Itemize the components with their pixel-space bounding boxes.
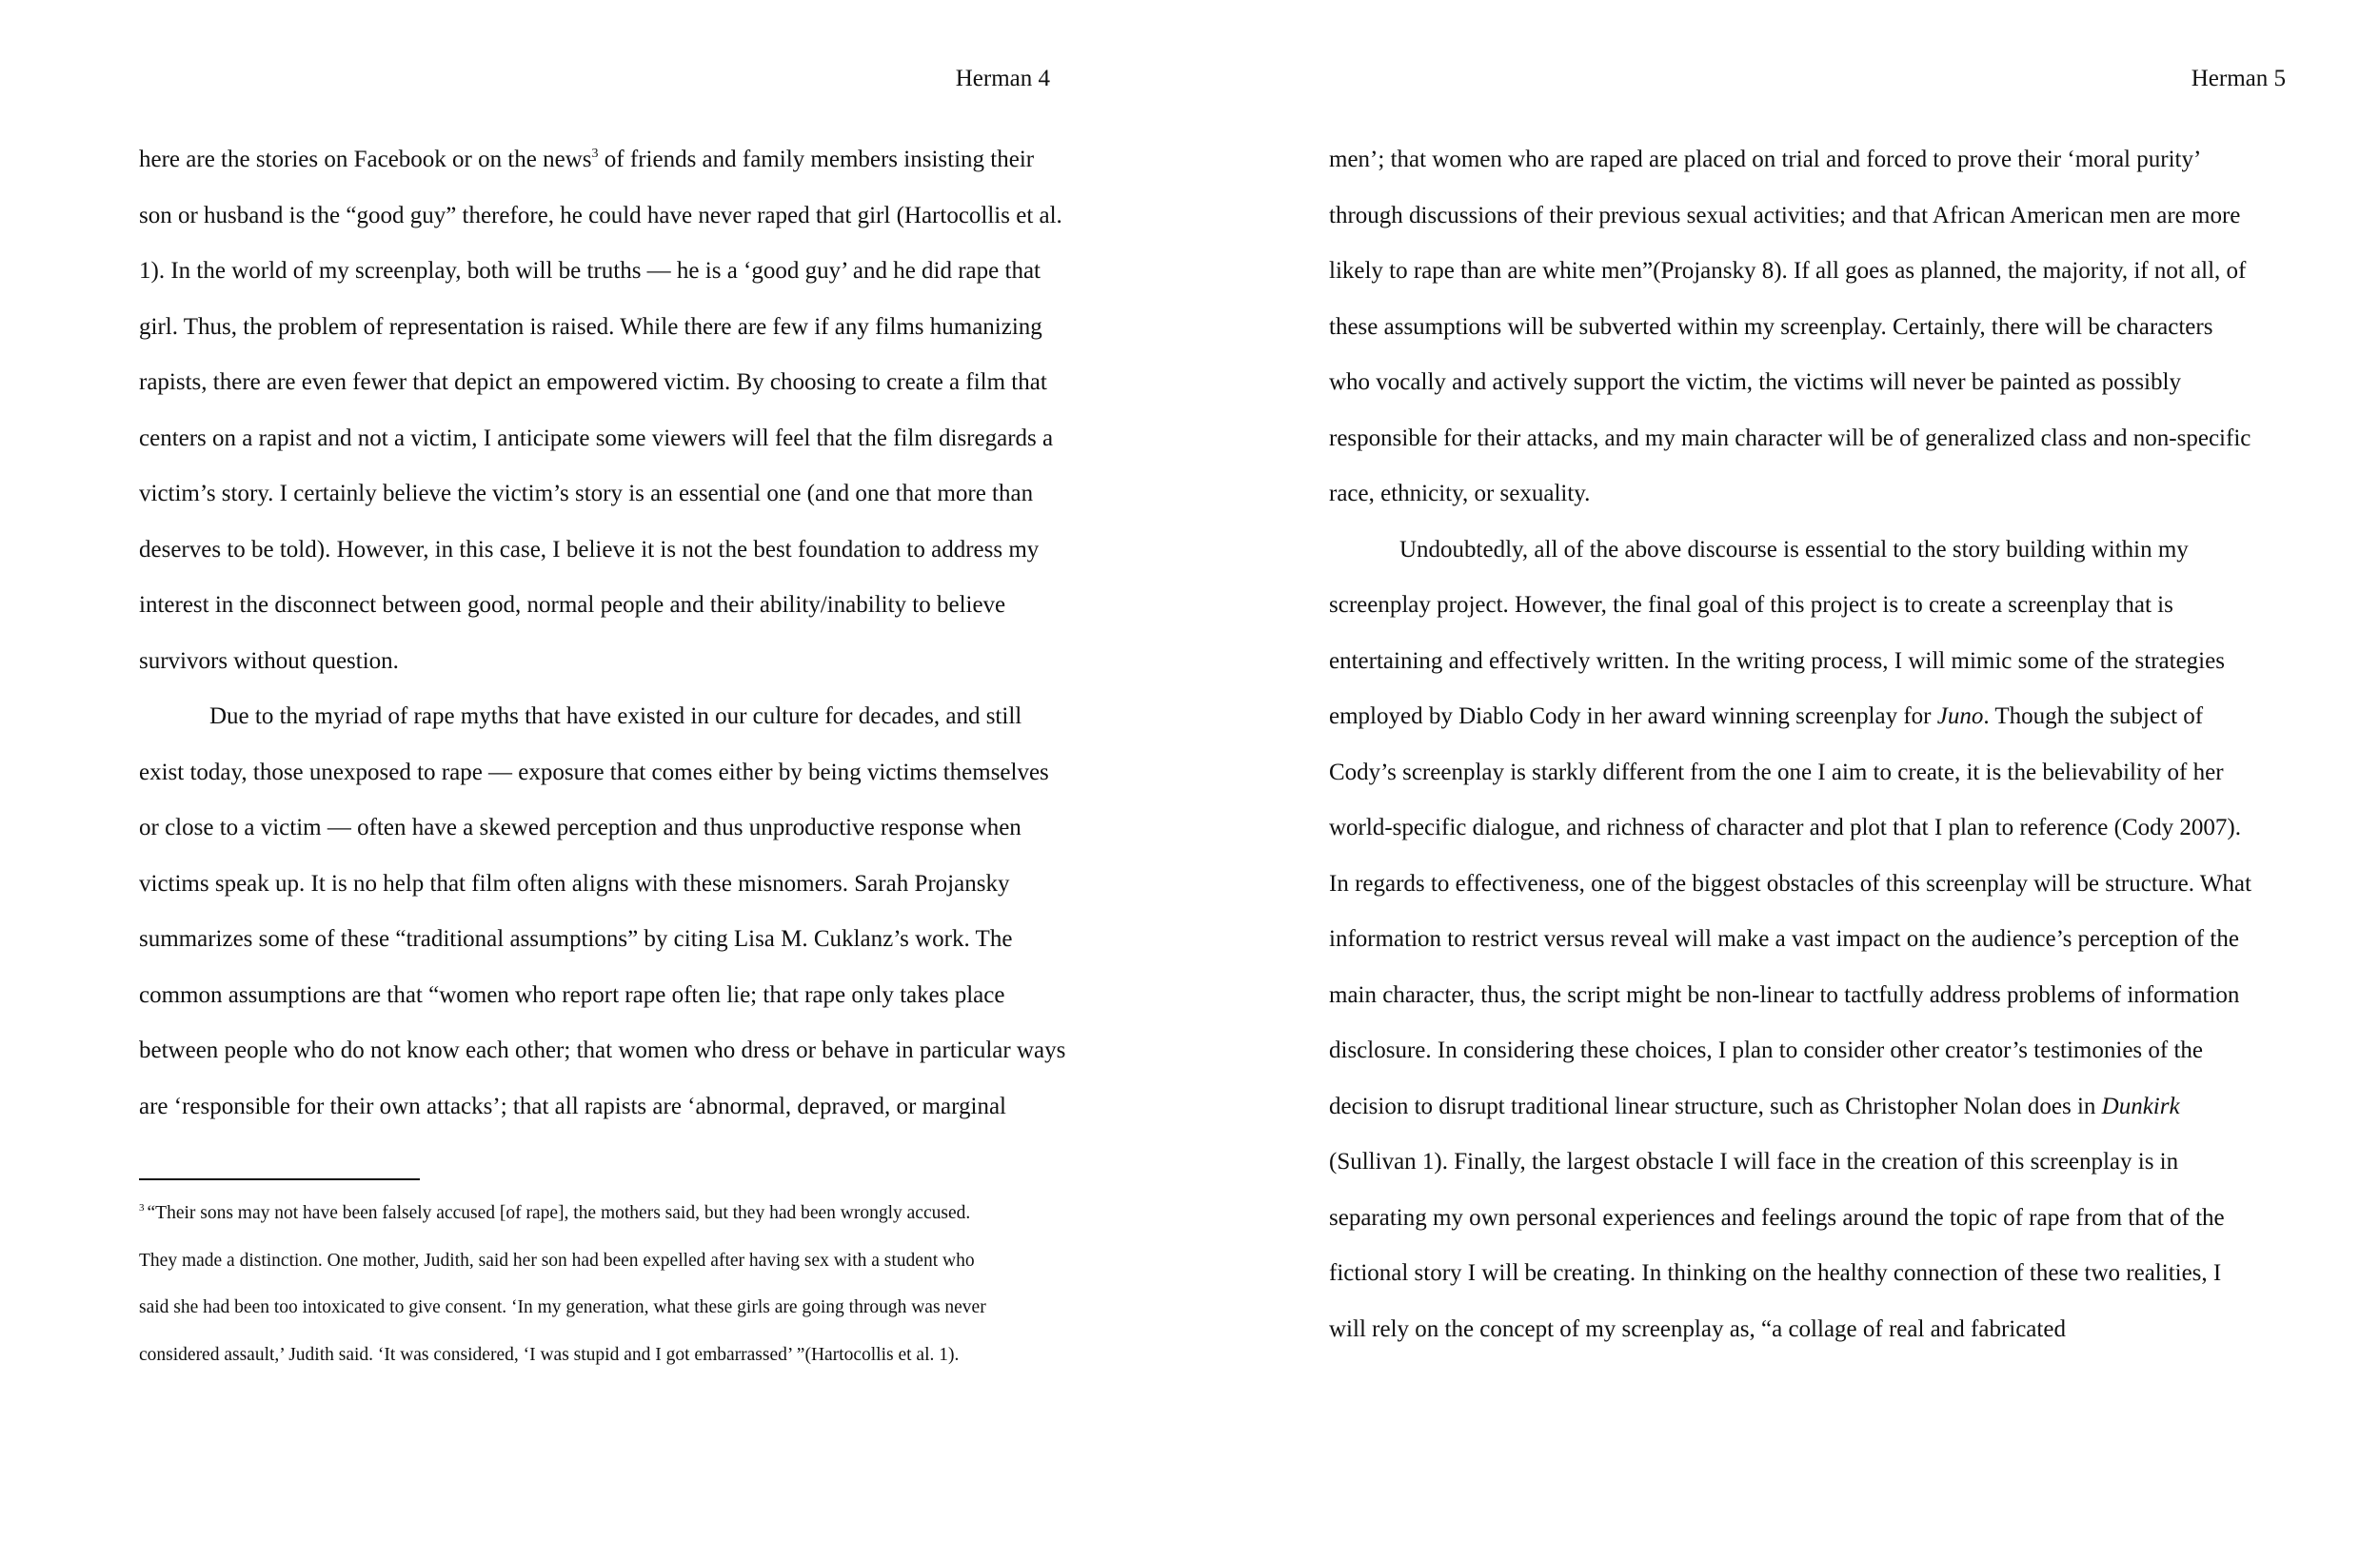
body-line xyxy=(1329,689,2281,745)
body-line: likely to rape than are white men”(Projansky 8). If all goes as planned, the majority, if not all, of xyxy=(1329,258,2247,284)
body-line: girl. Thus, the problem of representation is raised. While there are few if any films humanizing xyxy=(139,313,1042,340)
body-line: world-specific dialogue, and richness of character and plot that I plan to reference (Cody 2007). xyxy=(1329,815,2241,840)
footnote xyxy=(139,1190,1053,1378)
footnote-line: said she had been too intoxicated to give consent. ‘In my generation, what these girls are going through was never xyxy=(139,1297,986,1317)
body-line-text: here are the stories on Facebook or on the news xyxy=(139,147,592,172)
body-line: who vocally and actively support the victim, the victims will never be painted as possibly xyxy=(1329,369,2181,395)
body-line: In regards to effectiveness, one of the biggest obstacles of this screenplay will be structure. What xyxy=(1329,870,2251,897)
footnote-line xyxy=(139,1190,1053,1237)
body-line-text: employed by Diablo Cody in her award winning screenplay for xyxy=(1329,703,1937,729)
body-line: main character, thus, the script might be non-linear to tactfully address problems of information xyxy=(1329,981,2240,1008)
body-line xyxy=(139,132,1053,188)
body-line-text: of friends and family members insisting their xyxy=(598,147,1035,172)
body-line: exist today, those unexposed to rape — exposure that comes either by being victims themselves xyxy=(139,759,1049,785)
body-line: or close to a victim — often have a skewed perception and thus unproductive response when xyxy=(139,815,1021,840)
paragraph-first-line: Due to the myriad of rape myths that have existed in our culture for decades, and still xyxy=(209,703,1022,729)
body-line: responsible for their attacks, and my main character will be of generalized class and non-specific xyxy=(1329,425,2251,451)
body-line: men’; that women who are raped are placed on trial and forced to prove their ‘moral purity’ xyxy=(1329,147,2202,172)
body-line: deserves to be told). However, in this case, I believe it is not the best foundation to address my xyxy=(139,536,1040,563)
body-line: victim’s story. I certainly believe the victim’s story is an essential one (and one that more than xyxy=(139,481,1034,506)
body-line: (Sullivan 1). Finally, the largest obstacle I will face in the creation of this screenplay is in xyxy=(1329,1149,2179,1175)
body-line: son or husband is the “good guy” therefore, he could have never raped that girl (Hartocollis et al. xyxy=(139,202,1062,228)
body-line-text: . Though the subject of xyxy=(1983,703,2204,729)
body-line: disclosure. In considering these choices, I plan to consider other creator’s testimonies of the xyxy=(1329,1037,2204,1063)
film-title-dunkirk: Dunkirk xyxy=(2101,1093,2180,1119)
body-line: these assumptions will be subverted within my screenplay. Certainly, there will be characters xyxy=(1329,313,2213,340)
body-line: centers on a rapist and not a victim, I anticipate some viewers will feel that the film disregards a xyxy=(139,425,1054,451)
body-line: Cody’s screenplay is starkly different from the one I aim to create, it is the believability of her xyxy=(1329,759,2224,785)
body-line: through discussions of their previous sexual activities; and that African American men are more xyxy=(1329,202,2241,228)
running-head: Herman 5 xyxy=(2191,66,2286,91)
footnote-reference: 3 xyxy=(591,147,599,161)
body-line: 1). In the world of my screenplay, both will be truths — he is a ‘good guy’ and he did rape that xyxy=(139,258,1041,284)
body-line: entertaining and effectively written. In the writing process, I will mimic some of the strategies xyxy=(1329,647,2225,674)
body-line: survivors without question. xyxy=(139,647,399,674)
footnote-mark: 3 xyxy=(139,1202,145,1214)
body-text xyxy=(1329,132,2281,1357)
body-line: between people who do not know each other; that women who dress or behave in particular ways xyxy=(139,1037,1066,1063)
body-line: interest in the disconnect between good, normal people and their ability/inability to believe xyxy=(139,592,1006,618)
footnote-line: considered assault,’ Judith said. ‘It was considered, ‘I was stupid and I got embarrassed’ ”(Hartocollis et al. 1). xyxy=(139,1344,960,1365)
body-line: are ‘responsible for their own attacks’; that all rapists are ‘abnormal, depraved, or marginal xyxy=(139,1093,1006,1119)
footnote-divider xyxy=(139,1178,420,1180)
film-title-juno: Juno xyxy=(1936,703,1984,729)
body-line: rapists, there are even fewer that depict an empowered victim. By choosing to create a film that xyxy=(139,369,1047,395)
paragraph-first-line: Undoubtedly, all of the above discourse is essential to the story building within my xyxy=(1399,536,2189,563)
body-line xyxy=(1329,1079,2281,1136)
body-line: victims speak up. It is no help that film often aligns with these misnomers. Sarah Projansky xyxy=(139,870,1010,897)
body-line-text: decision to disrupt traditional linear structure, such as Christopher Nolan does in xyxy=(1329,1093,2102,1119)
body-line: fictional story I will be creating. In thinking on the healthy connection of these two realities, I xyxy=(1329,1260,2222,1286)
body-text xyxy=(139,132,1066,1135)
footnote-line: They made a distinction. One mother, Judith, said her son had been expelled after having sex with a student who xyxy=(139,1250,975,1271)
body-line: screenplay project. However, the final goal of this project is to create a screenplay that is xyxy=(1329,592,2173,618)
body-line: summarizes some of these “traditional assumptions” by citing Lisa M. Cuklanz’s work. The xyxy=(139,926,1013,952)
body-line: common assumptions are that “women who report rape often lie; that rape only takes place xyxy=(139,981,1005,1008)
body-line: race, ethnicity, or sexuality. xyxy=(1329,481,1591,506)
body-line: information to restrict versus reveal will make a vast impact on the audience’s perception of the xyxy=(1329,926,2239,952)
body-line: separating my own personal experiences and feelings around the topic of rape from that of the xyxy=(1329,1204,2225,1231)
footnote-text: “Their sons may not have been falsely accused [of rape], the mothers said, but they had been wrongly accused. xyxy=(147,1203,971,1223)
running-head: Herman 4 xyxy=(955,66,1050,91)
page-herman-5 xyxy=(1190,0,2380,1541)
body-line: will rely on the concept of my screenplay as, “a collage of real and fabricated xyxy=(1329,1315,2066,1342)
